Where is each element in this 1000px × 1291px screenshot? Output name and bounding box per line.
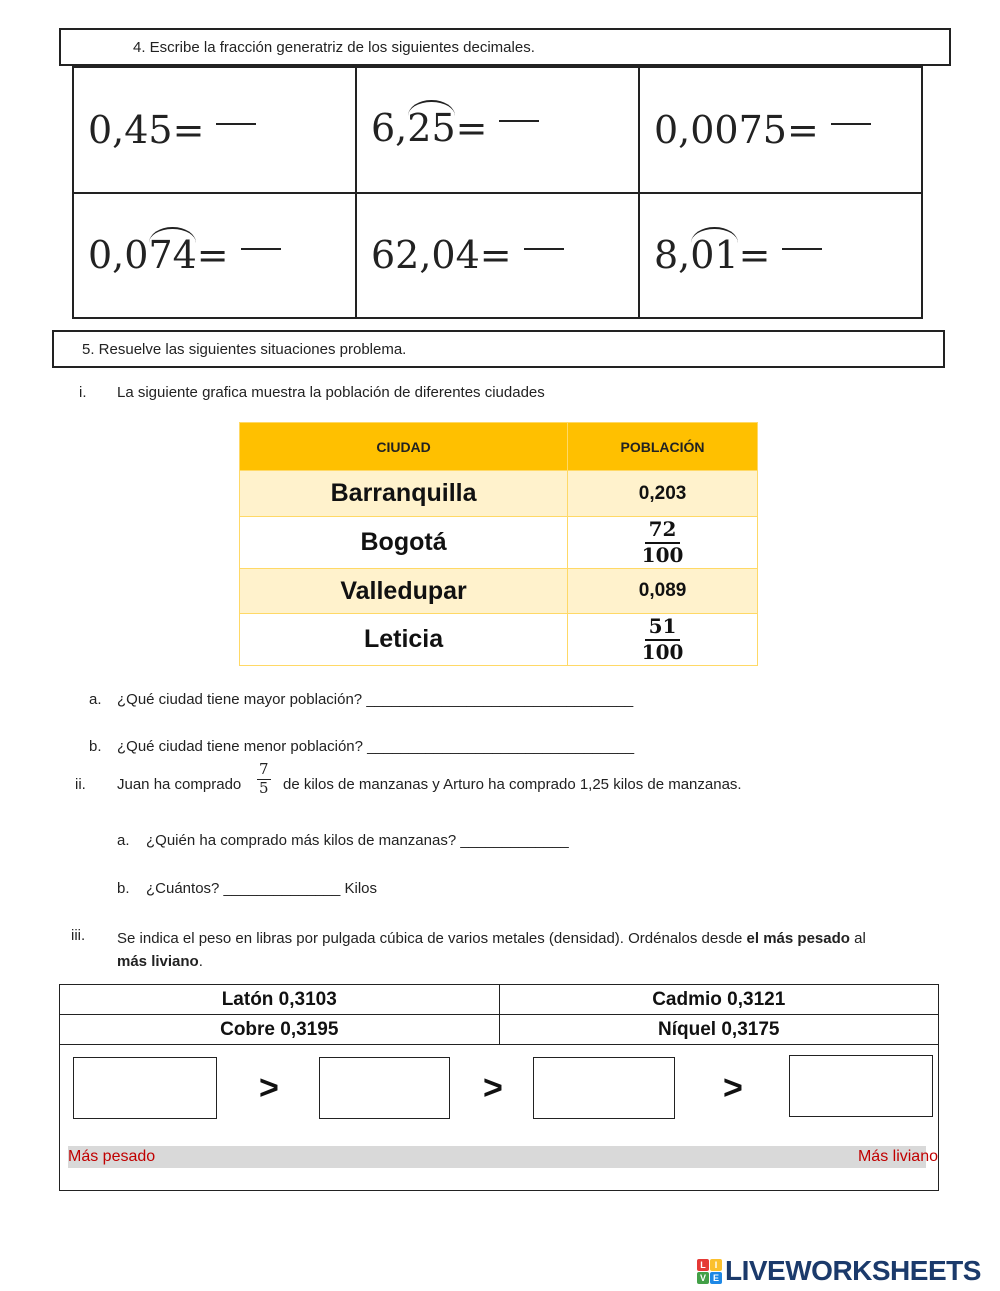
population-cell: [568, 614, 758, 666]
city-cell: Leticia: [240, 614, 568, 666]
question-mayor-poblacion[interactable]: ¿Qué ciudad tiene mayor población? ________________________________: [117, 691, 634, 708]
fraction-numerator: 51: [645, 616, 681, 641]
item-marker-iii: iii.: [71, 927, 86, 944]
fraction-denominator: 100: [641, 640, 684, 664]
logo-mark-letter: E: [710, 1272, 722, 1284]
equals-sign: =: [738, 233, 771, 278]
header-ciudad: CIUDAD: [240, 423, 568, 471]
repeating-digits: 74: [148, 233, 197, 278]
answer-blank[interactable]: [831, 123, 871, 125]
decimal-value: 8,: [654, 233, 691, 278]
weight-scale-bar: [68, 1146, 938, 1168]
q4-heading: [59, 28, 951, 66]
repeating-digits: 25: [407, 106, 456, 150]
equals-sign: =: [786, 107, 819, 152]
population-fraction: [642, 519, 684, 566]
item-marker-a: a.: [89, 691, 102, 708]
greater-than-sign: >: [723, 1069, 743, 1107]
fraction-numerator: 7: [259, 760, 269, 778]
instruction-bold: el más pesado: [746, 930, 850, 947]
equals-sign: =: [479, 233, 512, 278]
fraction-denominator: 100: [641, 543, 684, 567]
q5-heading: [52, 330, 945, 368]
city-cell: Bogotá: [240, 517, 568, 569]
fraction-numerator: 72: [645, 519, 681, 544]
fraction-denominator: 5: [259, 778, 269, 797]
logo-mark-letter: I: [710, 1259, 722, 1271]
city-cell: Barranquilla: [240, 471, 568, 517]
table-row: [240, 614, 758, 666]
metal-cell: Latón 0,3103: [221, 989, 337, 1010]
answer-blank[interactable]: [499, 120, 539, 122]
item-i-text: La siguiente grafica muestra la población de diferentes ciudades: [117, 384, 545, 401]
decimal-value: 0,0075: [654, 107, 787, 152]
answer-blank[interactable]: [216, 123, 256, 125]
header-poblacion: POBLACIÓN: [568, 423, 758, 471]
population-cell: [568, 517, 758, 569]
population-table: [239, 422, 758, 666]
instruction-text: Se indica el peso en libras por pulgada cúbica de varios metales (densidad). Ordénalos desde: [117, 930, 747, 947]
item-marker-i: i.: [79, 384, 87, 401]
decimal-value: 0,0: [88, 233, 149, 278]
order-answer-box-2[interactable]: [319, 1057, 450, 1119]
q4-heading-text: 4. Escribe la fracción generatriz de los siguientes decimales.: [133, 38, 535, 56]
metals-frame: [59, 984, 939, 1191]
metals-row: [60, 1015, 938, 1045]
answer-blank[interactable]: [782, 248, 822, 250]
table-row: [240, 517, 758, 569]
item-ii-text-after: de kilos de manzanas y Arturo ha comprado 1,25 kilos de manzanas.: [283, 776, 742, 793]
metal-cell: Cadmio 0,3121: [499, 985, 939, 1014]
liveworksheets-logo: [697, 1255, 981, 1287]
population-fraction: [642, 616, 684, 663]
decimal-value: 0,45: [88, 107, 173, 152]
instruction-text: al: [849, 930, 866, 947]
item-marker-a: a.: [117, 832, 130, 849]
decimal-cell: [73, 193, 356, 319]
order-answer-box-1[interactable]: [73, 1057, 217, 1119]
decimal-grid: [72, 66, 923, 319]
logo-mark-letter: V: [697, 1272, 709, 1284]
item-marker-b: b.: [89, 738, 102, 755]
q5-heading-text: 5. Resuelve las siguientes situaciones problema.: [82, 340, 407, 358]
table-row: [240, 569, 758, 614]
heavy-label: Más pesado: [68, 1148, 156, 1165]
greater-than-sign: >: [483, 1069, 503, 1107]
metal-cell: Cobre 0,3195: [220, 1019, 339, 1040]
population-cell: 0,203: [568, 471, 758, 517]
juan-fraction: [257, 761, 271, 796]
metals-row: [60, 985, 938, 1015]
logo-mark-letter: L: [697, 1259, 709, 1271]
question-menor-poblacion[interactable]: ¿Qué ciudad tiene menor población? ________________________________: [117, 738, 635, 755]
table-row: [240, 471, 758, 517]
city-cell: Valledupar: [240, 569, 568, 614]
metal-cell: Níquel 0,3175: [499, 1015, 939, 1044]
question-cuantos[interactable]: ¿Cuántos? ______________ Kilos: [146, 880, 378, 897]
item-iii-text: [117, 927, 937, 973]
item-marker-ii: ii.: [75, 776, 86, 793]
instruction-bold: más liviano: [117, 953, 199, 970]
decimal-value: 62,04: [371, 233, 480, 278]
repeating-digits: 01: [690, 233, 739, 278]
decimal-cell: [639, 67, 922, 193]
answer-blank[interactable]: [241, 248, 281, 250]
decimal-value: 6,: [371, 106, 408, 150]
decimal-cell: [356, 193, 639, 319]
decimal-cell: [639, 193, 922, 319]
table-header-row: [240, 423, 758, 471]
item-ii-text-before: Juan ha comprado: [117, 776, 242, 793]
answer-blank[interactable]: [524, 248, 564, 250]
population-cell: 0,089: [568, 569, 758, 614]
question-quien-compro[interactable]: ¿Quién ha comprado más kilos de manzanas? _____________: [146, 832, 569, 849]
decimal-cell: [73, 67, 356, 193]
equals-sign: =: [196, 233, 229, 278]
logo-mark-icon: [697, 1259, 722, 1284]
light-label: Más liviano: [857, 1148, 938, 1165]
instruction-text: .: [198, 953, 203, 970]
greater-than-sign: >: [259, 1069, 279, 1107]
logo-text: LIVEWORKSHEETS: [725, 1255, 981, 1286]
equals-sign: =: [172, 107, 205, 152]
decimal-cell: [356, 67, 639, 193]
item-marker-b: b.: [117, 880, 130, 897]
order-answer-box-3[interactable]: [533, 1057, 675, 1119]
order-answer-box-4[interactable]: [789, 1055, 933, 1117]
equals-sign: =: [455, 106, 488, 150]
